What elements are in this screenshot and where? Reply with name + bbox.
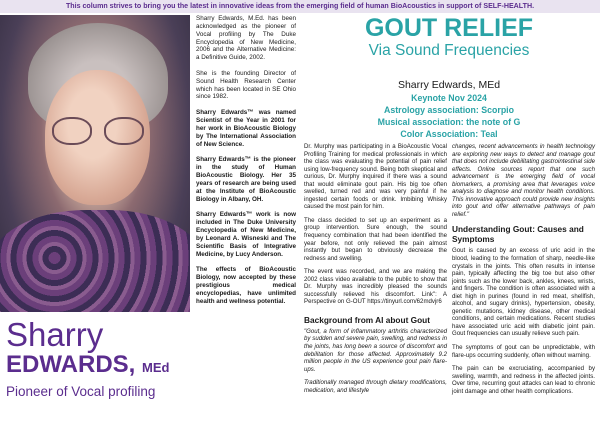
article-subtitle: Via Sound Frequencies — [368, 42, 530, 59]
keynote: Keynote Nov 2024 — [411, 93, 487, 103]
article-column-1 — [304, 143, 447, 400]
bio-paragraph: The effects of BioAcoustic Biology, now accepted by these prestigious medical encyclopedias, have unlimited health and wellness potential. — [196, 266, 296, 305]
article-column-2 — [452, 143, 595, 401]
section-heading: Background from AI about Gout — [304, 314, 430, 325]
first-name: Sharry — [6, 316, 104, 353]
banner: This column strives to bring you the latest in innovative ideas from the emerging field of human BioAcoustics in support of SELF-HEALTH. — [0, 0, 600, 13]
musical: Musical association: the note of G — [377, 117, 521, 127]
tagline: Pioneer of Vocal profiling — [6, 384, 156, 399]
bio-paragraph: Sharry Edwards, M.Ed. has been acknowledged as the pioneer of Vocal profiling by The Duke Encyclopedia of New Medicine, 2006 and the Alternative Medicine: a Definitive Guide, 2002. — [196, 15, 296, 62]
article-title: GOUT RELIEF — [364, 14, 534, 42]
color-association: Color Association: Teal — [400, 129, 498, 139]
article-paragraph: Dr. Murphy was participating in a BioAcoustic Vocal Profiling Training for medical professionals in which the class was evaluating the potential of pain relief using low-frequency sound. Being both skeptical and curious, Dr. Murphy inquired if there was a sound that would eliminate gout pain. His big toe often swelled, turned red and was very painful if he ingested certain foods or drink. Imbibing Whisky caused the most pain for him. — [304, 143, 447, 211]
article-paragraph: The class decided to set up an experiment as a group intervention. Sure enough, the sound frequency combination that had been identified the year before, not only relieved the pain almost instantly but began to obviously decrease the redness and swelling. — [304, 216, 447, 262]
article-paragraph: The event was recorded, and we are making the 2002 class video available to the public to show that Dr. Murphy was incredibly pleased the sounds successfully relieved his discomfort. Link": A Perspective on G-OUT https://tinyurl.com/62mdvjr6 — [304, 268, 447, 306]
article-paragraph: The pain can be excruciating, accompanied by swelling, warmth, and redness in the affected joints. Over time, recurring gout attacks can lead to chronic joint damage and other health complications. — [452, 365, 595, 395]
bio-column — [196, 15, 296, 313]
article-paragraph: Traditionally managed through dietary modifications, medication, and lifestyle — [304, 379, 447, 394]
credential: MEd — [142, 360, 170, 375]
bio-paragraph: Sharry Edwards™ was named Scientist of the Year in 2001 for her work in BioAcoustic Biology by The International Association of New Science. — [196, 109, 296, 148]
name-block — [6, 318, 192, 400]
last-name: EDWARDS, MEd — [6, 351, 170, 378]
portrait-photo — [0, 15, 190, 312]
speaker-info — [304, 78, 594, 140]
astrology: Astrology association: Scorpio — [383, 105, 515, 115]
section-heading: Understanding Gout: Causes and Symptoms — [452, 224, 584, 245]
article-paragraph: The symptoms of gout can be unpredictable, with flare-ups occurring suddenly, often without warning. — [452, 344, 595, 359]
bio-paragraph: Sharry Edwards™ is the pioneer in the study of Human BioAcoustic Biology. Her 35 years of research are being used at the Institute of BioAcoustic Biology in Albany, OH. — [196, 156, 296, 203]
bio-paragraph: She is the founding Director of Sound Health Research Center which has been located in SE Ohio since 1982. — [196, 69, 296, 101]
article-quote: "Gout, a form of inflammatory arthritis characterized by sudden and severe pain, swelling, and redness in the joints, has long been a source of discomfort and debilitation for those affected. Approximately 9.2 million people in the US experience gout pain flare-ups. — [304, 327, 447, 373]
article-paragraph: changes, recent advancements in health technology are exploring new ways to detect and manage gout that does not include debilitating gastrointestinal side effects. Online sources report that one such advancement is the emerging field of vocal biomarkers, a promising area that leverages voice analysis to diagnose and monitor health conditions. This innovative approach could provide new insights into gout and offer alternative pathways of pain relief." — [452, 143, 595, 218]
bio-paragraph: Sharry Edwards™ work is now included in The Duke University Encyclopedia of New Medicine, by Leonard A. Wisneski and The Scientific Basis of Integrative Medicine, by Lucy Anderson. — [196, 211, 296, 258]
article-paragraph: Gout is caused by an excess of uric acid in the blood, leading to the formation of sharp, needle-like crystals in the joints. This often results in intense pain, typically affecting the big toe but also other joints such as the lower back, ankles, knees, wrists, and fingers. The condition is often associated with a diet high in purines (found in red meat, shellfish, alcohol, and sugary drinks), hypertension, obesity, genetic mutations, kidney disease, other medical conditions, and certain medications. Recent studies have associated uric acid with diabetic joint pain. Gout frequencies can usually relieve such pain. — [452, 247, 595, 338]
speaker-name: Sharry Edwards, MEd — [397, 79, 501, 91]
